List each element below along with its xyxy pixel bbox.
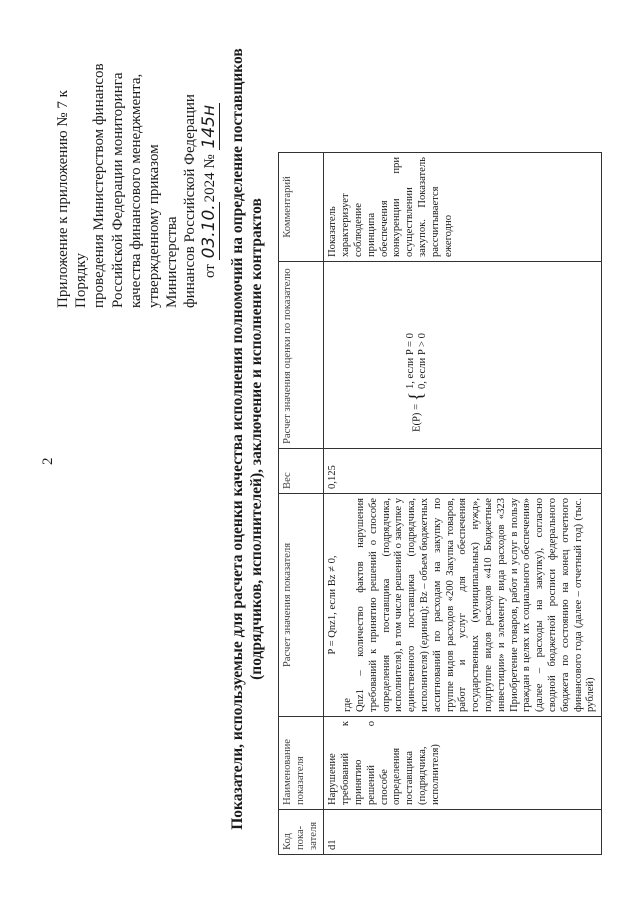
appendix-header xyxy=(54,63,219,308)
appendix-line: финансов Российской Федерации xyxy=(182,94,199,308)
estimate-case-1: 1, если P = 0 xyxy=(405,333,417,390)
handwritten-number: 145н xyxy=(198,104,219,149)
header-code: Код пока-зателя xyxy=(279,810,324,855)
cell-code: d1 xyxy=(324,810,602,855)
formula-description: Qnz1 – количество фактов нарушения требований к принятию решений о способе определения поставщика (подрядчика, исполнителя), в том числе решений о закупке у единственного поставщика (подрядчика, исполнителя) (единиц); Bz – объем бюджетных ассигнований по расходам на закупку по группе видов расходов «200 Закупка товаров, работ и услуг для обеспечения государственных (муниципальных) нужд», подгруппе видов расходов «410 Бюджетные инвестиции» и элементу вида расходов «323 Приобретение товаров, работ и услуг в пользу граждан в целях их социального обеспечения» (далее – расходы на закупку), согласно сводной бюджетной росписи федерального бюджета по состоянию на конец отчетного финансового года (далее – отчетный год) (тыс. рублей) xyxy=(354,498,597,712)
title-line-1: Показатели, используемые для расчета оценки качества исполнения полномочий на определение поставщиков xyxy=(229,48,246,830)
header-weight: Вес xyxy=(279,449,324,494)
cell-comment: Показатель характеризует соблюдение принципа обеспечения конкуренции при осуществлении закупок. Показатель рассчитывается ежегодно xyxy=(324,153,602,262)
header-name: Наименование показателя xyxy=(279,717,324,810)
page-number: 2 xyxy=(40,457,56,465)
appendix-line: Приложение к приложению № 7 к Порядку xyxy=(55,90,90,308)
appendix-line: проведения Министерством финансов xyxy=(91,63,108,308)
approval-date-line xyxy=(200,63,219,308)
cell-weight: 0,125 xyxy=(324,449,602,494)
cell-name: Нарушение требований к принятию решений о способе определения поставщика (подрядчика, исполнителя) xyxy=(324,717,602,810)
header-estimate: Расчет значения оценки по показателю xyxy=(279,262,324,449)
formula: P = Qnz1, если Bz ≠ 0, xyxy=(327,555,339,655)
estimate-prefix: E(P) = xyxy=(411,403,423,432)
table-header-row xyxy=(279,153,324,855)
date-prefix: от xyxy=(201,264,218,278)
appendix-line: утвержденному приказом Министерства xyxy=(146,144,181,308)
estimate-cases xyxy=(405,333,429,389)
document-title xyxy=(228,23,266,855)
year-text: 2024 № xyxy=(201,154,218,203)
where-label: где xyxy=(342,698,354,712)
left-brace: { xyxy=(405,391,428,402)
cell-calculation xyxy=(324,494,602,717)
header-calculation: Расчет значения показателя xyxy=(279,494,324,717)
table-row xyxy=(324,153,602,855)
title-line-2: (подрядчиков, исполнителей), заключение и исполнение контрактов xyxy=(248,198,265,680)
appendix-line: качества финансового менеджмента, xyxy=(127,73,144,308)
cell-estimate xyxy=(324,262,602,449)
appendix-line: Российской Федерации мониторинга xyxy=(109,72,126,308)
header-comment: Комментарий xyxy=(279,153,324,262)
handwritten-date: 03.10. xyxy=(198,204,219,259)
indicators-table xyxy=(278,152,602,855)
estimate-case-2: 0, если P > 0 xyxy=(417,333,429,390)
estimate-formula xyxy=(405,266,429,444)
